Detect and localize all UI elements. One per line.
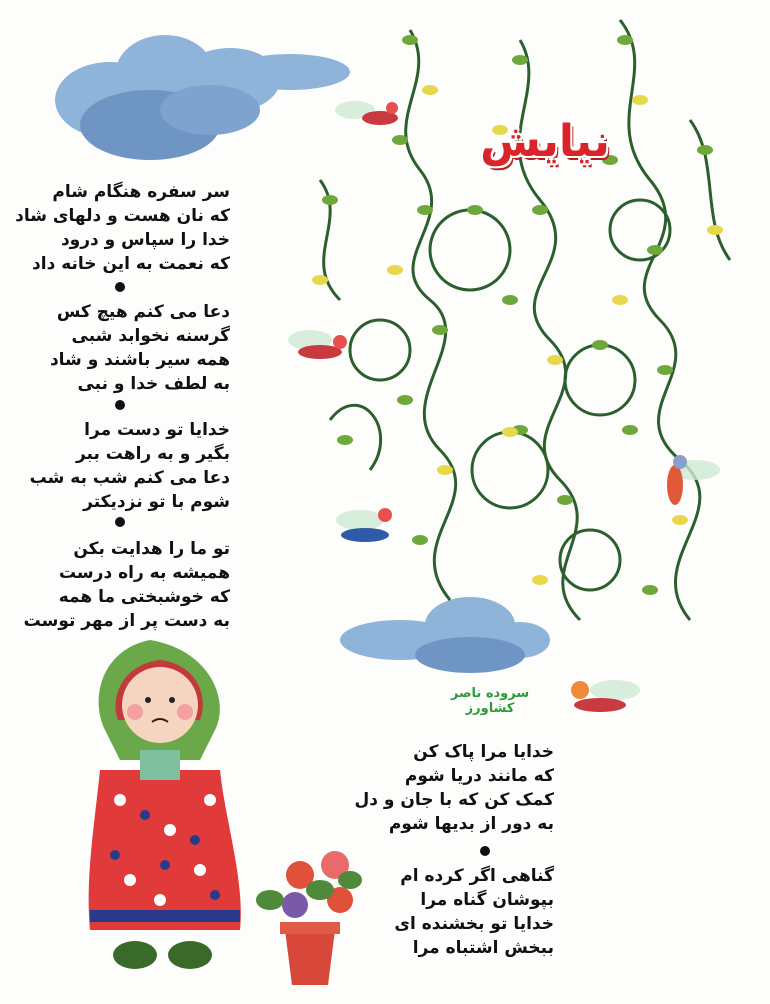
- stanza-1: [15, 180, 230, 276]
- poem-line: شوم با تو نزدیکتر: [83, 492, 230, 512]
- stanza-5: [354, 740, 554, 836]
- poem-line: که نعمت به این خانه داد: [32, 254, 230, 274]
- dragonfly-4: [667, 455, 720, 505]
- poem-line: سر سفره هنگام شام: [52, 182, 230, 202]
- poem-line: همه سیر باشند و شاد: [49, 350, 230, 370]
- poem-line: دعا می کنم هیچ کس: [56, 302, 230, 322]
- stanza-4: [24, 537, 230, 633]
- poem-line: که نان هست و دلهای شاد: [15, 206, 230, 226]
- poem-line: بگیر و به راهت ببر: [75, 444, 230, 464]
- poem-line: که خوشبختی ما همه: [58, 587, 230, 607]
- poem-title: نیایش: [480, 116, 610, 167]
- poem-line: که مانند دریا شوم: [404, 766, 554, 786]
- stanza-separator: [115, 282, 125, 292]
- poem-line: به دور از بدیها شوم: [388, 814, 554, 834]
- poem-line: خدا را سپاس و درود: [60, 230, 230, 250]
- stanza-3: [30, 418, 230, 514]
- stanza-separator: [115, 517, 125, 527]
- poem-line: بپوشان گناه مرا: [420, 890, 554, 910]
- girl-illustration: [89, 640, 241, 969]
- poem-line: ببخش اشتباه مرا: [412, 938, 554, 958]
- flower-pot-illustration: [256, 851, 362, 985]
- poem-line: دعا می کنم شب به شب: [29, 468, 230, 488]
- dragonfly-3: [336, 508, 392, 542]
- cloud-bottom: [340, 597, 550, 673]
- poem-line: همیشه به راه درست: [58, 563, 230, 583]
- poet-credit: سروده ناصر کشاورز: [450, 686, 530, 716]
- dragonfly-2: [288, 330, 347, 359]
- cloud-top: [55, 35, 350, 160]
- dragonfly-5: [571, 680, 640, 712]
- poem-line: به لطف خدا و نبی: [77, 374, 230, 394]
- poem-line: کمک کن که با جان و دل: [354, 790, 554, 810]
- stanza-2: [50, 300, 230, 396]
- dragonfly-1: [335, 101, 398, 125]
- poem-line: گناهی اگر کرده ام: [400, 866, 554, 886]
- poem-line: گرسنه نخوابد شبی: [71, 326, 230, 346]
- poem-line: به دست پر از مهر توست: [23, 611, 230, 631]
- poem-line: خدایا تو دست مرا: [84, 420, 230, 440]
- stanza-separator: [115, 400, 125, 410]
- poem-line: تو ما را هدایت بکن: [73, 539, 230, 559]
- stanza-separator: [480, 846, 490, 856]
- poem-line: خدایا تو بخشنده ای: [394, 914, 554, 934]
- stanza-6: [394, 864, 554, 960]
- poem-line: خدایا مرا پاک کن: [413, 742, 554, 762]
